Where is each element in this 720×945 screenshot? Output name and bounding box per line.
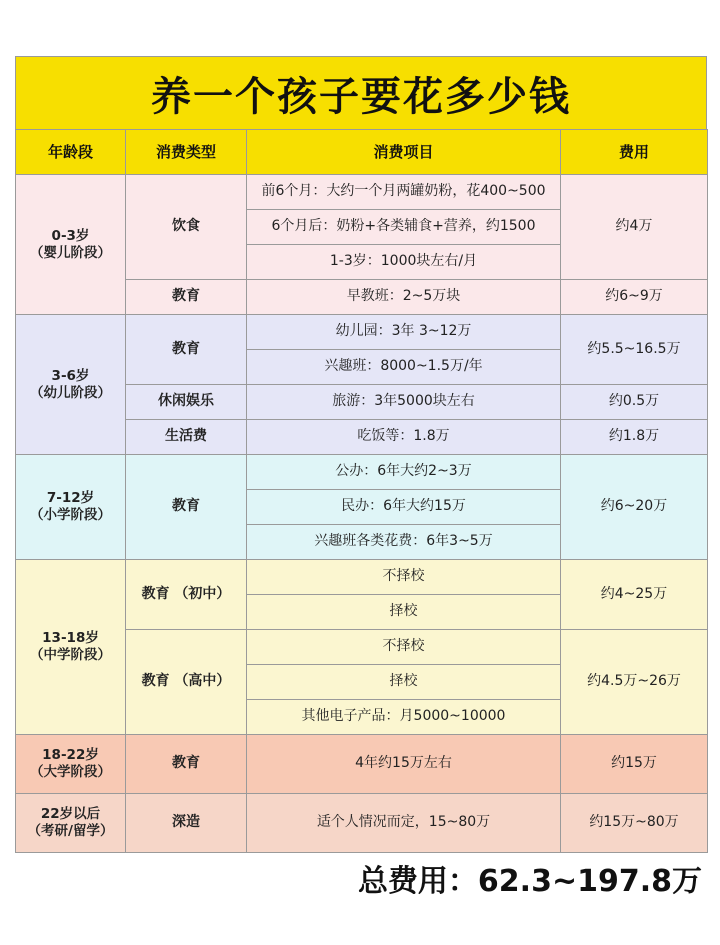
table-row	[16, 794, 708, 853]
cost-cell: 约4.5万~26万	[561, 630, 708, 735]
table-row	[16, 175, 708, 210]
age-range: 0-3岁	[51, 227, 90, 244]
age-stage: （小学阶段）	[30, 507, 111, 523]
item-cell: 适个人情况而定，15~80万	[247, 794, 561, 853]
item-cell: 不择校	[247, 630, 561, 665]
item-cell: 1-3岁：1000块左右/月	[247, 245, 561, 280]
category-cell: 深造	[126, 794, 247, 853]
item-cell: 公办：6年大约2~3万	[247, 455, 561, 490]
item-cell: 其他电子产品：月5000~10000	[247, 700, 561, 735]
total-cost: 总费用：62.3~197.8万	[357, 864, 702, 899]
age-range: 22岁以后	[40, 806, 101, 823]
item-cell: 不择校	[247, 560, 561, 595]
item-cell: 吃饭等：1.8万	[247, 420, 561, 455]
item-cell: 幼儿园：3年 3~12万	[247, 315, 561, 350]
item-cell: 6个月后：奶粉+各类辅食+营养，约1500	[247, 210, 561, 245]
age-cell-middle	[16, 560, 126, 735]
table-row	[16, 315, 708, 350]
category-cell: 生活费	[126, 420, 247, 455]
cost-cell: 约1.8万	[561, 420, 708, 455]
header-item: 消费项目	[247, 130, 561, 175]
cost-cell: 约15万~80万	[561, 794, 708, 853]
item-cell: 兴趣班：8000~1.5万/年	[247, 350, 561, 385]
header-type: 消费类型	[126, 130, 247, 175]
cost-table	[15, 129, 708, 853]
age-stage: （幼儿阶段）	[30, 384, 111, 401]
age-cell-primary	[16, 455, 126, 560]
cost-cell: 约0.5万	[561, 385, 708, 420]
category-cell: 教育	[126, 280, 247, 315]
table-row	[16, 735, 708, 794]
item-cell: 择校	[247, 595, 561, 630]
cost-cell: 约15万	[561, 735, 708, 794]
cost-sheet	[15, 56, 707, 853]
age-range: 3-6岁	[51, 367, 90, 384]
category-cell: 教育 （初中）	[126, 560, 247, 630]
item-cell: 择校	[247, 665, 561, 700]
age-range: 13-18岁	[42, 630, 99, 647]
table-row	[16, 560, 708, 595]
age-stage: （大学阶段）	[30, 764, 111, 780]
item-cell: 兴趣班各类花费：6年3~5万	[247, 525, 561, 560]
age-cell-infant	[16, 175, 126, 315]
item-cell: 4年约15万左右	[247, 735, 561, 794]
category-cell: 休闲娱乐	[126, 385, 247, 420]
age-cell-graduate	[16, 794, 126, 853]
table-header-row	[16, 130, 708, 175]
category-cell: 饮食	[126, 175, 247, 280]
item-cell: 前6个月：大约一个月两罐奶粉，花400~500	[247, 175, 561, 210]
age-cell-college	[16, 735, 126, 794]
age-range: 18-22岁	[42, 747, 99, 764]
cost-cell: 约6~20万	[561, 455, 708, 560]
item-cell: 早教班：2~5万块	[247, 280, 561, 315]
item-cell: 旅游：3年5000块左右	[247, 385, 561, 420]
cost-cell: 约5.5~16.5万	[561, 315, 708, 385]
age-cell-toddler	[16, 315, 126, 455]
age-range: 7-12岁	[46, 490, 95, 507]
page-title: 养一个孩子要花多少钱	[15, 56, 707, 129]
age-stage: （中学阶段）	[30, 647, 111, 663]
cost-cell: 约6~9万	[561, 280, 708, 315]
item-cell: 民办：6年大约15万	[247, 490, 561, 525]
header-cost: 费用	[561, 130, 708, 175]
category-cell: 教育 （高中）	[126, 630, 247, 735]
cost-cell: 约4万	[561, 175, 708, 280]
age-stage: （考研/留学）	[27, 823, 114, 839]
category-cell: 教育	[126, 315, 247, 385]
header-age: 年龄段	[16, 130, 126, 175]
category-cell: 教育	[126, 455, 247, 560]
table-row	[16, 455, 708, 490]
cost-cell: 约4~25万	[561, 560, 708, 630]
age-stage: （婴儿阶段）	[30, 244, 111, 261]
category-cell: 教育	[126, 735, 247, 794]
